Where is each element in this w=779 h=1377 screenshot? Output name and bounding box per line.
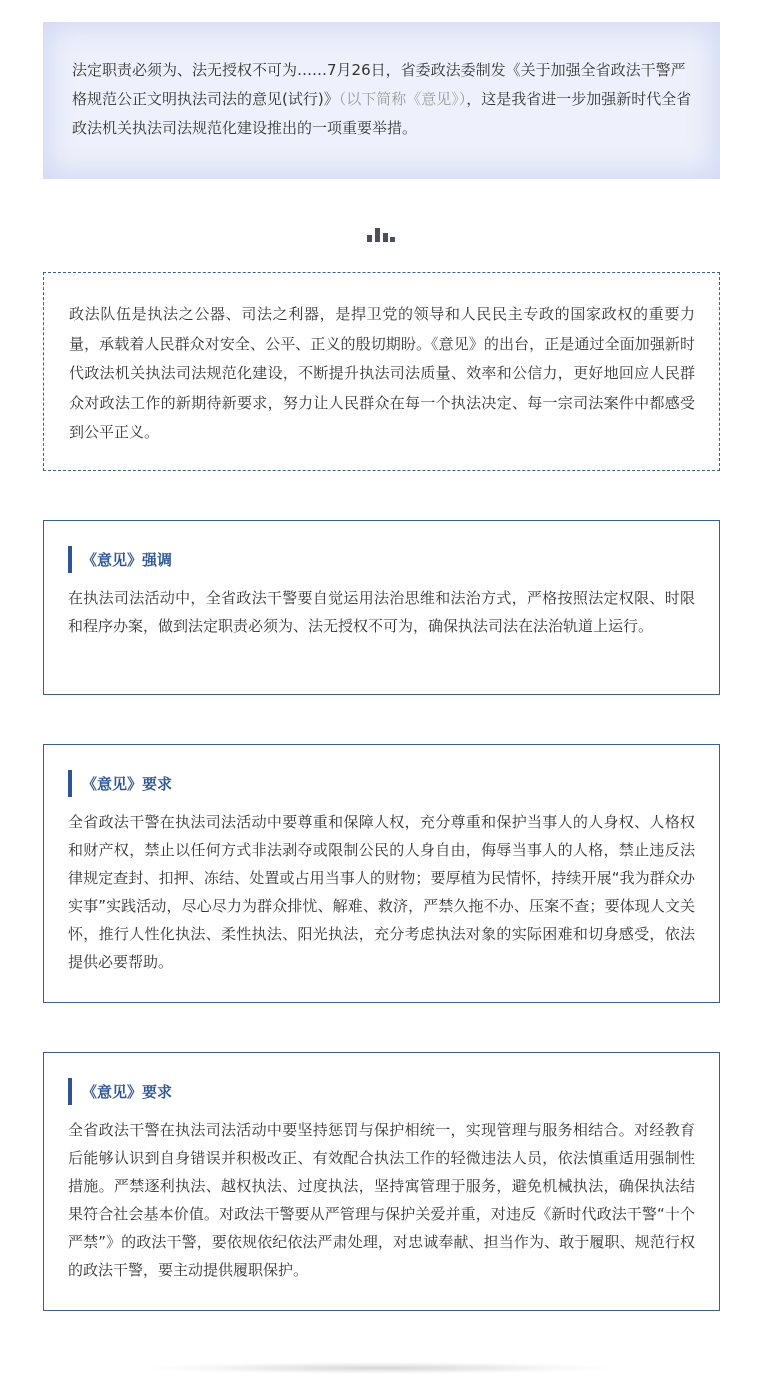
section-title: 《意见》强调 [82,551,173,569]
section-header [68,1078,695,1104]
summary-text: 政法队伍是执法之公器、司法之利器，是捍卫党的领导和人民民主专政的国家政权的重要力量，承载着人民群众对安全、公平、正义的殷切期盼。《意见》的出台，正是通过全面加强新时代政法机关执法司法规范化建设，不断提升执法司法质量、效率和公信力，更好地回应人民群众对政法工作的新期待新要求，努力让人民群众在每一个执法决定、每一宗司法案件中都感受到公平正义。 [69,305,695,441]
intro-text-note: （以下简称《意见》） [338,90,467,108]
section-card-emphasis [43,520,720,695]
summary-box [43,272,720,471]
section-text: 全省政法干警在执法司法活动中要尊重和保障人权，充分尊重和保护当事人的人身权、人格权和财产权，禁止以任何方式非法剥夺或限制公民的人身自由，侮辱当事人的人格，禁止违反法律规定查封、扣押、冻结、处置或占用当事人的财物；要厚植为民情怀，持续开展“我为群众办实事”实践活动，尽心尽力为群众排忧、解难、救济，严禁久拖不办、压案不查；要体现人文关怀，推行人性化执法、柔性执法、阳光执法，充分考虑执法对象的实际困难和切身感受，依法提供必要帮助。 [68,813,695,971]
intro-text-tail: ，这是我省进一步加强新时代全省政法机关执法司法规范化建设推出的一项重要举措。 [72,90,692,137]
section-card-requirement-2 [43,1052,720,1311]
intro-text-main: 法定职责必须为、法无授权不可为……7月26日，省委政法委制发《关于加强全省政法干警严格规范公正文明执法司法的意见(试行)》 [72,61,686,108]
intro-text [72,56,694,143]
bottom-shadow-divider [150,1362,610,1374]
section-accent-bar [68,1078,72,1105]
bar-chart-icon [367,228,395,242]
section-accent-bar [68,770,72,797]
intro-box [43,22,720,179]
section-title: 《意见》要求 [82,775,173,793]
section-card-requirement-1 [43,744,720,1003]
section-header [68,770,695,796]
section-text: 在执法司法活动中，全省政法干警要自觉运用法治思维和法治方式，严格按照法定权限、时限和程序办案，做到法定职责必须为、法无授权不可为，确保执法司法在法治轨道上运行。 [68,589,695,635]
section-accent-bar [68,546,72,573]
section-text: 全省政法干警在执法司法活动中要坚持惩罚与保护相统一，实现管理与服务相结合。对经教育后能够认识到自身错误并积极改正、有效配合执法工作的轻微违法人员，依法慎重适用强制性措施。严禁逐利执法、越权执法、过度执法，坚持寓管理于服务，避免机械执法，确保执法结果符合社会基本价值。对政法干警要从严管理与保护关爱并重，对违反《新时代政法干警“十个严禁”》的政法干警，要依规依纪依法严肃处理，对忠诚奉献、担当作为、敢于履职、规范行权的政法干警，要主动提供履职保护。 [68,1121,695,1279]
section-header [68,546,695,572]
section-title: 《意见》要求 [82,1083,173,1101]
